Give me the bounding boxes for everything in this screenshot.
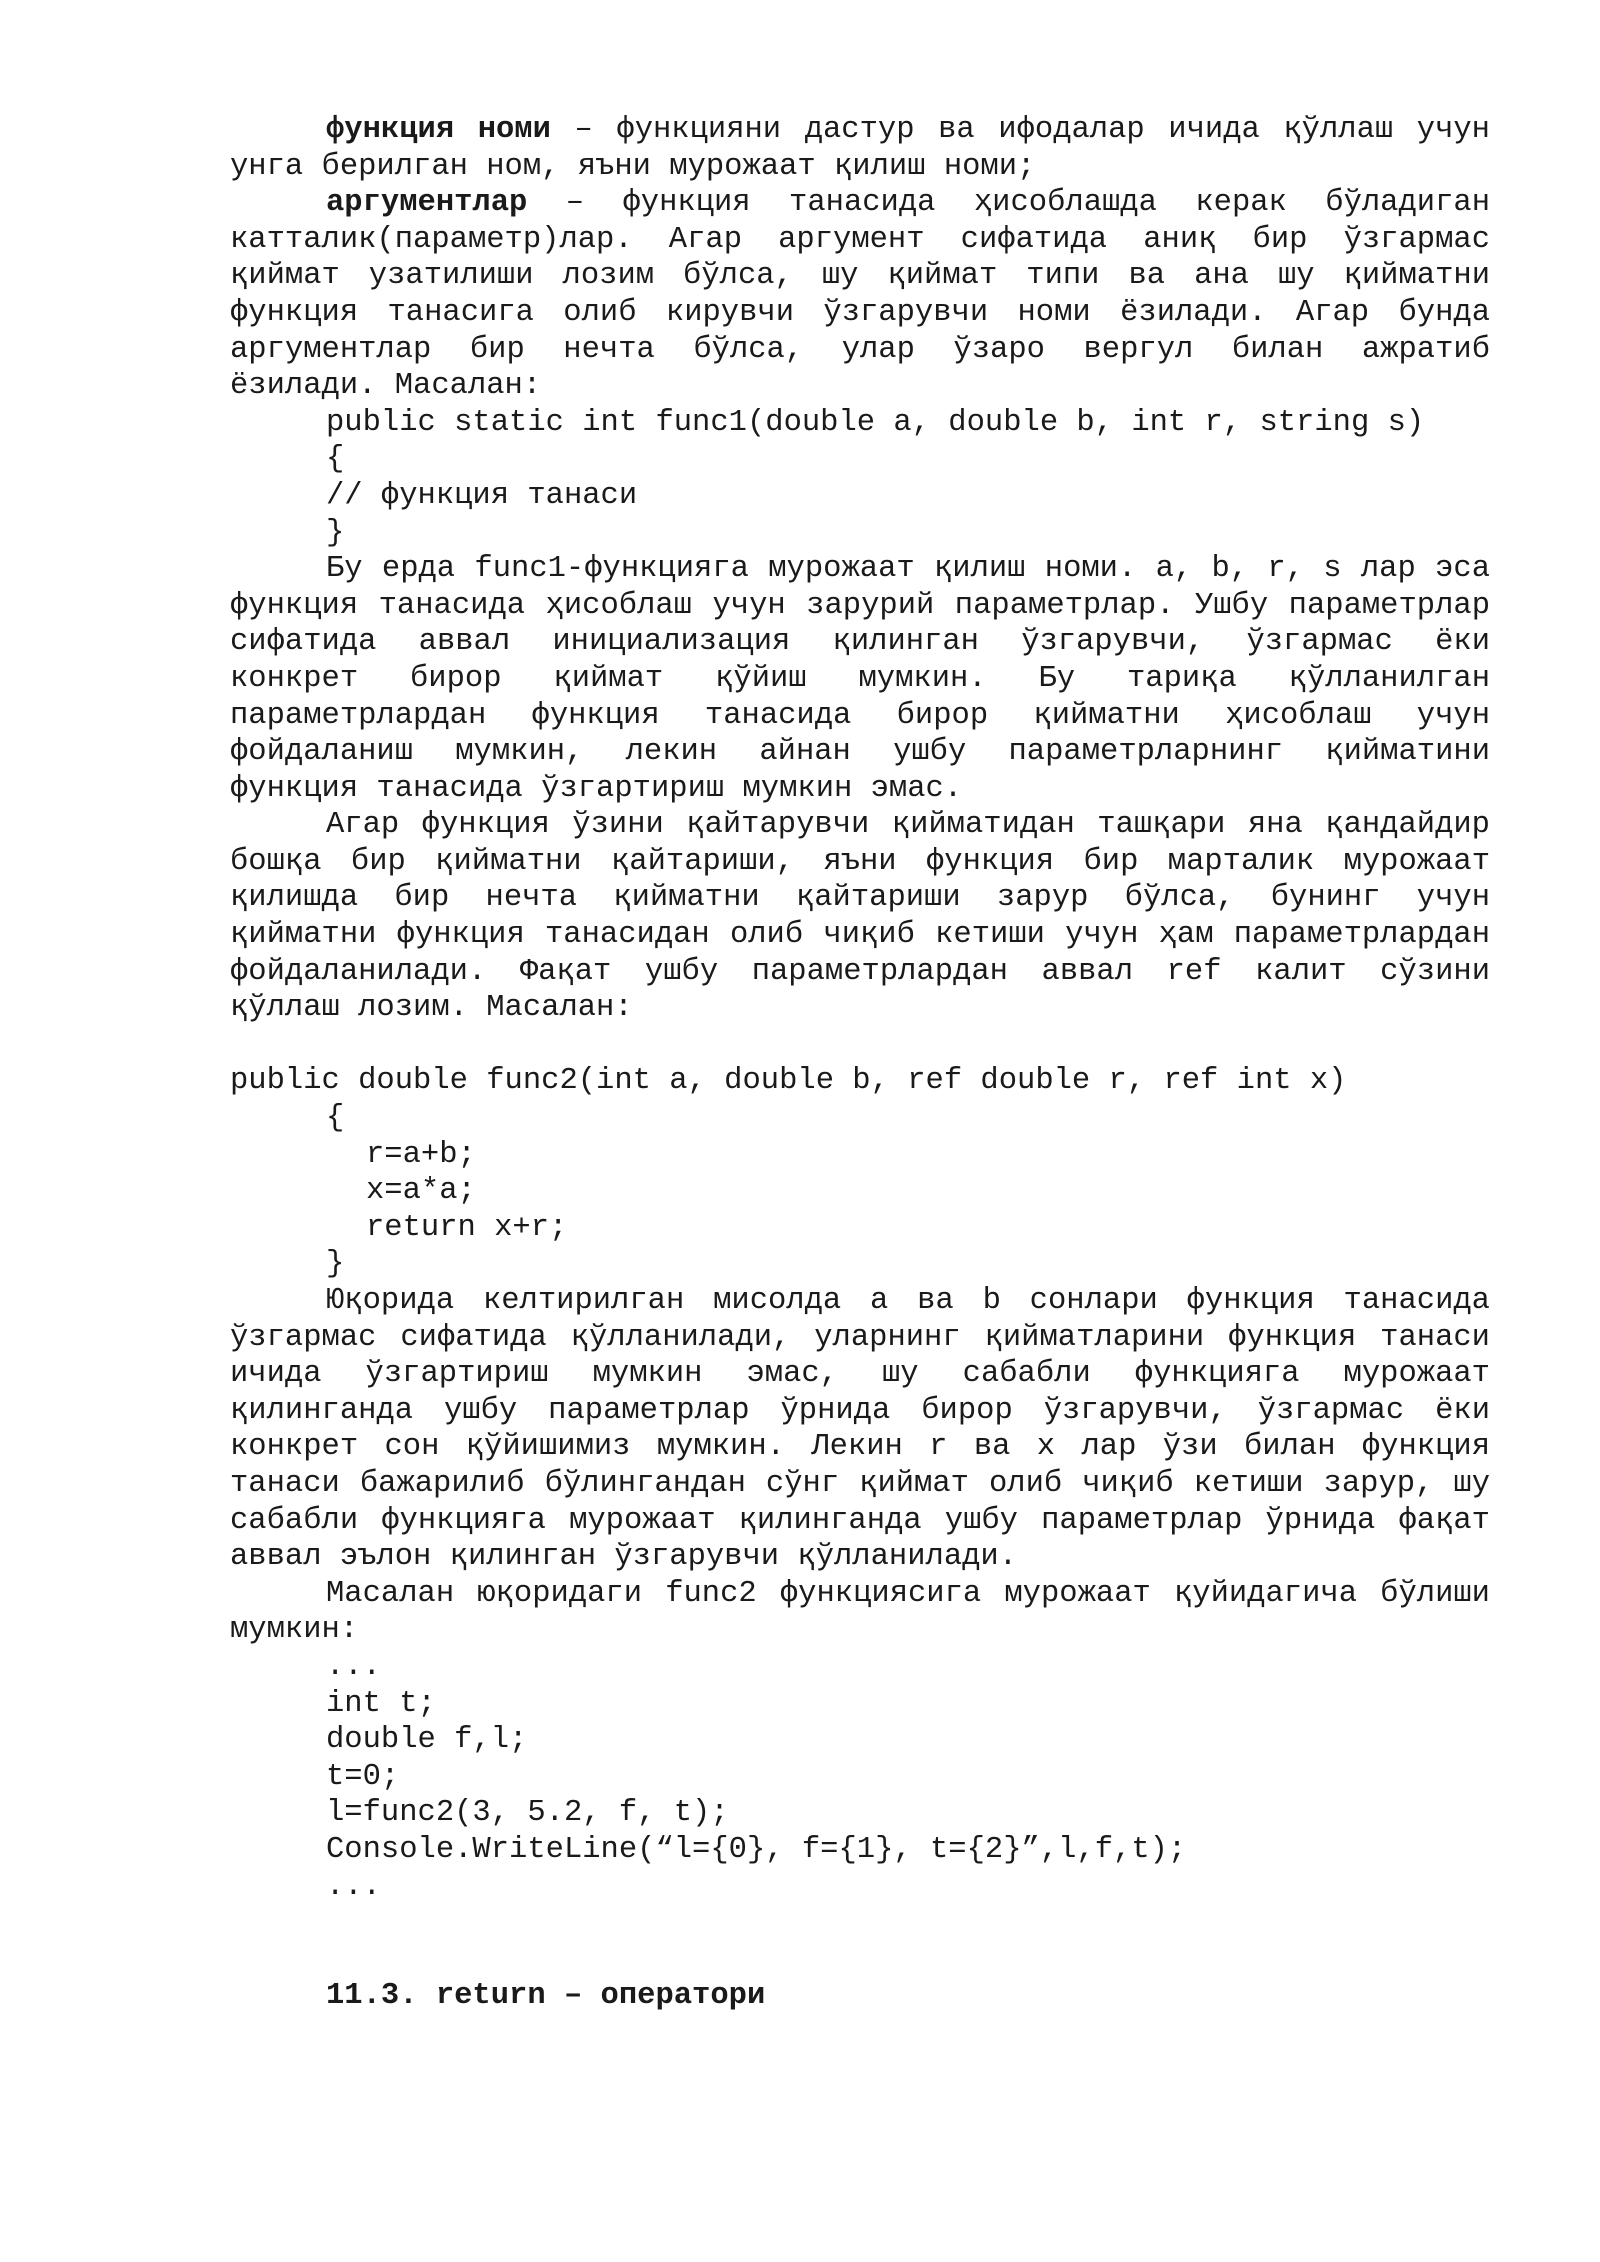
code-line: ... [326, 1869, 381, 1904]
code-line: } [326, 515, 345, 550]
paragraph-text: – функция танасида ҳисоблашда керак бўладиган катталик(параметр)лар. Агар аргумент сифатида аниқ бир ўзгармас қиймат узатилиши лозим бўлса, шу қиймат типи ва ана шу қийматни функция танасига олиб кирувчи ўзгарувчи номи ёзилади. Агар бунда аргументлар бир нечта бўлса, улар ўзаро вергул билан ажратиб ёзилади. Масалан: [230, 186, 1490, 404]
code-line: ... [326, 1649, 381, 1684]
paragraph-ref-params: Агар функция ўзини қайтарувчи қийматидан ташқари яна қандайдир бошқа бир қийматни қайтариши, яъни функция бир марталик мурожаат қилишда бир нечта қийматни қайтариши зарур бўлса, бунинг учун қийматни функция танасидан олиб чиқиб кетиши учун ҳам параметрлардан фойдаланилади. Фақат ушбу параметрлардан аввал ref калит сўзини қўллаш лозим. Масалан: [230, 808, 1490, 1026]
blank-line [230, 1942, 1490, 1979]
code-line: int t; [326, 1686, 436, 1721]
code-line: { [326, 1101, 345, 1136]
code-block-func1 [230, 405, 1490, 551]
paragraph-func2-explanation: Юқорида келтирилган мисолда a ва b сонлари функция танасида ўзгармас сифатида қўлланилади, уларнинг қийматларини функция танаси ичида ўзгартириш мумкин эмас, шу сабабли функцияга мурожаат қилинганда ушбу параметрлар ўрнида бирор ўзгарувчи, ўзгармас ёки конкрет сон қўйишимиз мумкин. Лекин r ва x лар ўзи билан функция танаси бажарилиб бўлингандан сўнг қиймат олиб чиқиб кетиши зарур, шу сабабли функцияга мурожаат қилинганда ушбу параметрлар ўрнида фақат аввал эълон қилинган ўзгарувчи қўлланилади. [230, 1284, 1491, 1575]
code-block-func2 [230, 1063, 1490, 1283]
code-line: r=a+b; [366, 1137, 476, 1172]
term-function-name: функция номи [326, 113, 551, 147]
blank-line [230, 1905, 1490, 1942]
paragraph-func2-call-intro: Масалан юқоридаги func2 функциясига мурожаат қуйидагича бўлиши мумкин: [230, 1576, 1490, 1648]
code-block-func2-call [230, 1649, 1490, 1905]
code-line: x=a*a; [366, 1174, 476, 1209]
code-line: double f,l; [326, 1723, 528, 1758]
code-line: Console.WriteLine(“l={0}, f={1}, t={2}”,l,f,t); [326, 1832, 1187, 1867]
code-line: t=0; [326, 1759, 400, 1794]
paragraph-text: – функцияни дастур ва ифодалар ичида қўллаш учун унга берилган ном, яъни мурожаат қилиш номи; [230, 113, 1490, 184]
code-line: } [326, 1247, 345, 1282]
code-line: public double func2(int a, double b, ref double r, ref int x) [230, 1064, 1347, 1099]
term-arguments: аргументлар [326, 186, 528, 221]
paragraph-function-name [230, 112, 1490, 185]
code-line: l=func2(3, 5.2, f, t); [326, 1796, 729, 1831]
paragraph-func1-explanation: Бу ерда func1-функцияга мурожаат қилиш номи. a, b, r, s лар эса функция танасида ҳисоблаш учун зарурий параметрлар. Ушбу параметрлар сифатида аввал инициализация қилинган ўзгарувчи, ўзгармас ёки конкрет бирор қиймат қўйиш мумкин. Бу тариқа қўлланилган параметрлардан функция танасида бирор қийматни ҳисоблаш учун фойдаланиш мумкин, лекин айнан ушбу параметрларнинг қийматини функция танасида ўзгартириш мумкин эмас. [230, 552, 1490, 806]
paragraph-arguments [230, 185, 1490, 405]
code-line: return x+r; [366, 1210, 568, 1245]
code-line: { [326, 442, 345, 477]
blank-line [230, 1027, 1490, 1064]
code-line: public static int func1(double a, double b, int r, string s) [326, 405, 1425, 440]
code-line: // функция танаси [326, 478, 638, 513]
section-heading: 11.3. return – оператори [326, 1979, 766, 2014]
document-page [230, 112, 1490, 2015]
